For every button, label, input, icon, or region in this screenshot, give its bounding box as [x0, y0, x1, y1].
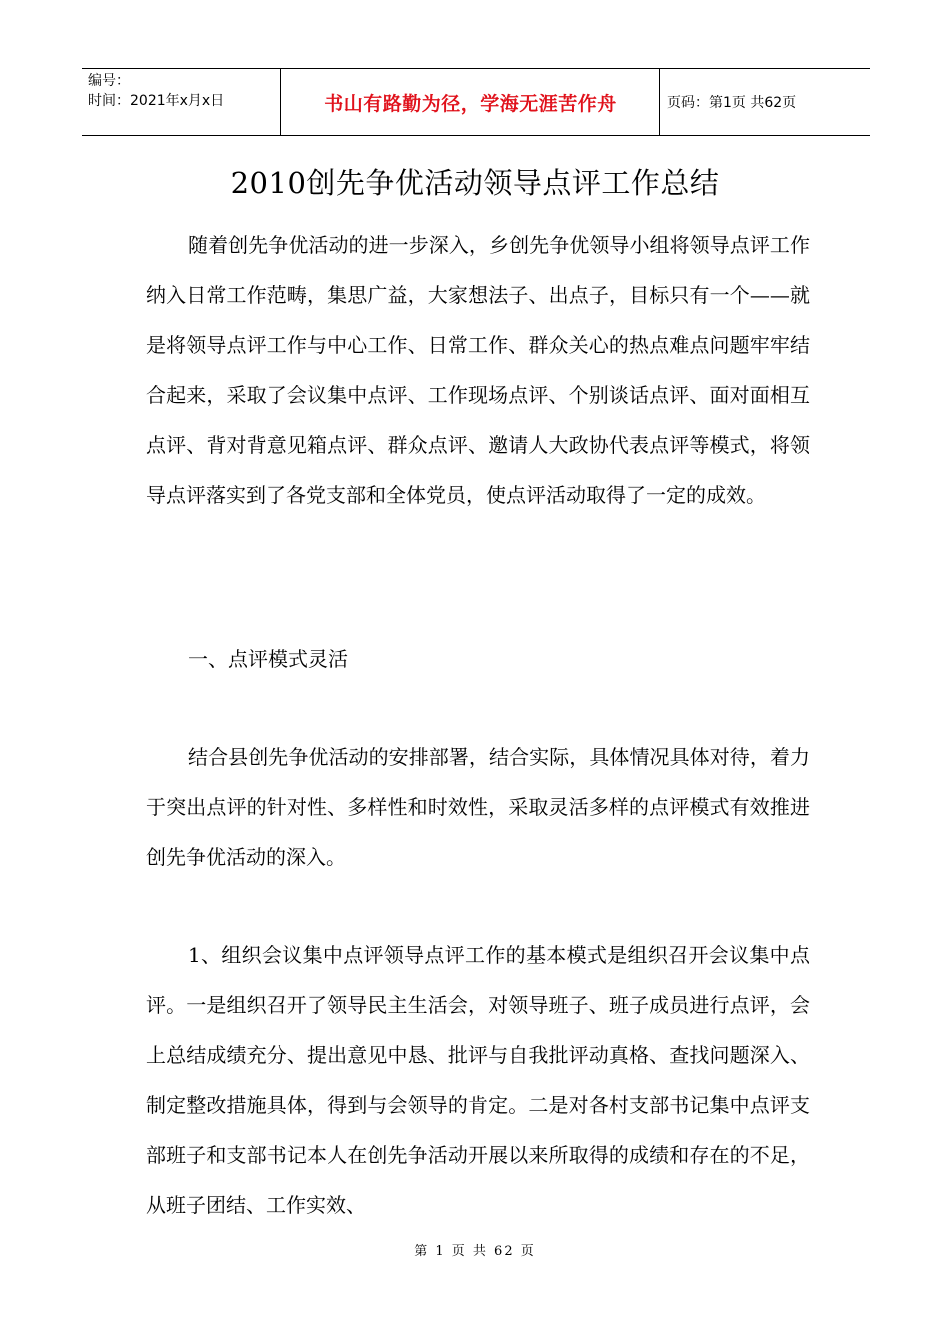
document-title: 2010创先争优活动领导点评工作总结: [230, 166, 720, 200]
section-1-paragraph: 结合县创先争优活动的安排部署，结合实际，具体情况具体对待，着力于突出点评的针对性、多样性和时效性，采取灵活多样的点评模式有效推进创先争优活动的深入。: [146, 745, 810, 869]
section-heading-1: 一、点评模式灵活: [188, 647, 348, 671]
page-footer: 第 1 页 共 62 页: [414, 1244, 536, 1259]
document-header-table: [82, 68, 870, 136]
header-page-info: 页码：第1页 共62页: [667, 95, 797, 111]
item-1-paragraph: 1、组织会议集中点评领导点评工作的基本模式是组织召开会议集中点评。一是组织召开了领导民主生活会，对领导班子、班子成员进行点评，会上总结成绩充分、提出意见中恳、批评与自我批评动真格、查找问题深入、制定整改措施具体，得到与会领导的肯定。二是对各村支部书记集中点评支部班子和支部书记本人在创先争活动开展以来所取得的成绩和存在的不足，从班子团结、工作实效、: [146, 943, 810, 1217]
serial-number-label: 编号：: [88, 73, 130, 89]
header-motto: 书山有路勤为径，学海无涯苦作舟: [282, 69, 660, 135]
intro-paragraph: 随着创先争优活动的进一步深入，乡创先争优领导小组将领导点评工作纳入日常工作范畴，集思广益，大家想法子、出点子，目标只有一个——就是将领导点评工作与中心工作、日常工作、群众关心的热点难点问题牢牢结合起来，采取了会议集中点评、工作现场点评、个别谈话点评、面对面相互点评、背对背意见箱点评、群众点评、邀请人大政协代表点评等模式，将领导点评落实到了各党支部和全体党员，使点评活动取得了一定的成效。: [146, 233, 810, 507]
date-label: 时间：2021年x月x日: [88, 93, 225, 109]
header-meta-cell: [82, 69, 281, 135]
